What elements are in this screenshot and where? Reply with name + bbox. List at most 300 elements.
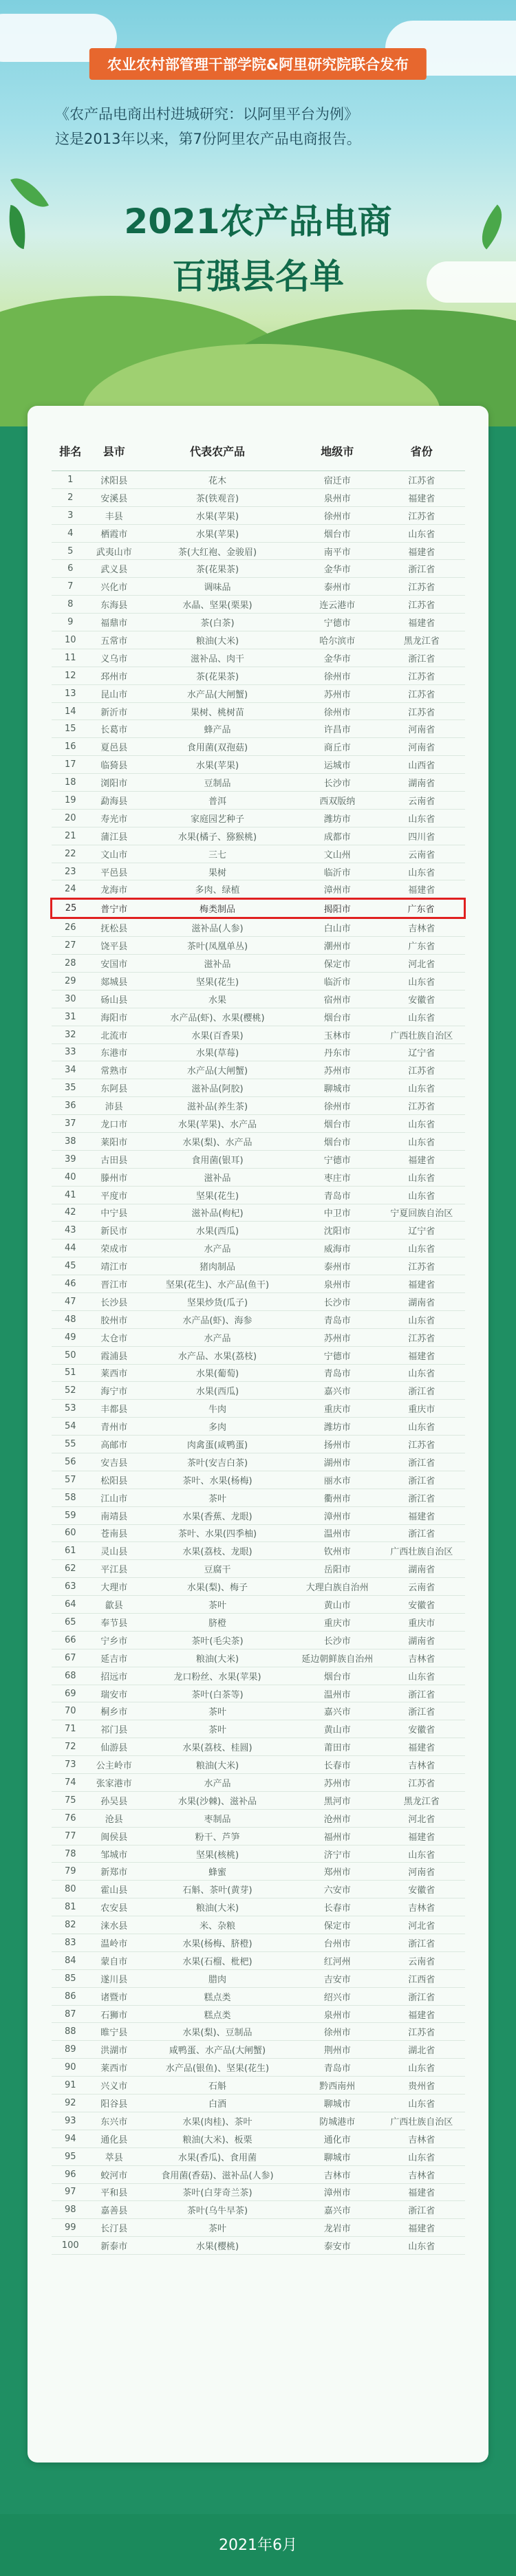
city-cell: 烟台市 [296, 1667, 378, 1685]
province-cell: 广东省 [378, 937, 464, 955]
city-cell: 荆州市 [296, 2041, 378, 2059]
table-row [52, 2077, 465, 2095]
city-cell: 苏州市 [296, 1774, 378, 1792]
county-cell: 阳谷县 [89, 2095, 139, 2112]
product-cell: 水果(葡萄) [139, 1364, 297, 1382]
city-cell: 成都市 [296, 827, 378, 845]
city-cell: 中卫市 [296, 1204, 378, 1222]
city-cell: 长春市 [296, 1756, 378, 1774]
rank-cell: 56 [52, 1453, 89, 1471]
table-row [52, 863, 465, 880]
county-cell: 勐海县 [89, 792, 139, 810]
province-cell: 重庆市 [378, 1614, 464, 1632]
table-row [52, 614, 465, 631]
product-cell: 水产品(大闸蟹) [139, 684, 297, 702]
city-cell: 泰州市 [296, 1257, 378, 1275]
rank-cell: 86 [52, 1987, 89, 2005]
county-cell: 歙县 [89, 1596, 139, 1614]
province-cell: 江苏省 [378, 578, 464, 596]
county-cell: 平和县 [89, 2183, 139, 2201]
county-cell: 新民市 [89, 1222, 139, 1240]
table-row [52, 720, 465, 738]
county-cell: 孙吴县 [89, 1791, 139, 1809]
rank-cell: 17 [52, 756, 89, 774]
province-cell: 山东省 [378, 1364, 464, 1382]
table-row [52, 2147, 465, 2165]
table-row [52, 827, 465, 845]
county-cell: 栖霞市 [89, 524, 139, 542]
city-cell: 泰安市 [296, 2237, 378, 2255]
rank-cell: 91 [52, 2077, 89, 2095]
province-cell: 浙江省 [378, 560, 464, 578]
county-cell: 东港市 [89, 1043, 139, 1061]
city-cell: 文山州 [296, 845, 378, 863]
county-cell: 抚松县 [89, 918, 139, 937]
table-row [52, 2112, 465, 2130]
product-cell: 水果(沙棘)、滋补品 [139, 1791, 297, 1809]
product-cell: 水果(西瓜) [139, 1382, 297, 1400]
county-cell: 东阿县 [89, 1079, 139, 1097]
county-cell: 寿光市 [89, 809, 139, 827]
county-cell: 中宁县 [89, 1204, 139, 1222]
city-cell: 徐州市 [296, 702, 378, 720]
table-row [52, 631, 465, 649]
column-header-product: 代表农产品 [139, 431, 297, 471]
city-cell: 岳阳市 [296, 1560, 378, 1578]
city-cell: 重庆市 [296, 1614, 378, 1632]
rank-cell: 57 [52, 1471, 89, 1489]
rank-cell: 30 [52, 990, 89, 1008]
city-cell: 烟台市 [296, 524, 378, 542]
county-cell: 萃县 [89, 2147, 139, 2165]
county-cell: 东兴市 [89, 2112, 139, 2130]
city-cell: 徐州市 [296, 506, 378, 524]
province-cell: 山东省 [378, 863, 464, 880]
province-cell: 湖南省 [378, 1560, 464, 1578]
table-row [52, 1614, 465, 1632]
rank-cell: 73 [52, 1756, 89, 1774]
rank-cell: 16 [52, 738, 89, 756]
province-cell: 山东省 [378, 1168, 464, 1186]
city-cell: 钦州市 [296, 1542, 378, 1560]
county-cell: 遂川县 [89, 1969, 139, 1987]
table-row [52, 1649, 465, 1667]
product-cell: 水果(苹果) [139, 506, 297, 524]
product-cell: 水果(苹果)、水产品 [139, 1115, 297, 1133]
product-cell: 水晶、坚果(栗果) [139, 596, 297, 614]
city-cell: 沧州市 [296, 1809, 378, 1827]
product-cell: 水果(香瓜)、食用菌 [139, 2147, 297, 2165]
table-row [52, 1471, 465, 1489]
city-cell: 重庆市 [296, 1400, 378, 1418]
province-cell: 福建省 [378, 614, 464, 631]
rank-cell: 3 [52, 506, 89, 524]
county-cell: 长汀县 [89, 2219, 139, 2237]
province-cell: 浙江省 [378, 1987, 464, 2005]
table-row [52, 1542, 465, 1560]
product-cell: 水果(杨梅、脐橙) [139, 1934, 297, 1952]
table-row [52, 1257, 465, 1275]
product-cell: 坚果(花生) [139, 1186, 297, 1204]
province-cell: 江苏省 [378, 1436, 464, 1453]
city-cell: 烟台市 [296, 1132, 378, 1150]
county-cell: 通化县 [89, 2130, 139, 2147]
city-cell: 漳州市 [296, 2183, 378, 2201]
rank-cell: 19 [52, 792, 89, 810]
county-cell: 安国市 [89, 955, 139, 973]
rank-cell: 92 [52, 2095, 89, 2112]
province-cell: 山东省 [378, 1115, 464, 1133]
product-cell: 白酒 [139, 2095, 297, 2112]
product-cell: 枣制品 [139, 1809, 297, 1827]
table-row [52, 1987, 465, 2005]
county-cell: 平度市 [89, 1186, 139, 1204]
city-cell: 扬州市 [296, 1436, 378, 1453]
county-cell: 莱西市 [89, 1364, 139, 1382]
product-cell: 茶叶、水果(四季柚) [139, 1524, 297, 1542]
rank-cell: 46 [52, 1275, 89, 1293]
province-cell: 山东省 [378, 2237, 464, 2255]
county-cell: 蒲江县 [89, 827, 139, 845]
table-row [52, 684, 465, 702]
province-cell: 云南省 [378, 1578, 464, 1596]
rank-cell: 80 [52, 1881, 89, 1898]
province-cell: 河北省 [378, 955, 464, 973]
city-cell: 玉林市 [296, 1026, 378, 1043]
product-cell: 茶(铁观音) [139, 488, 297, 506]
product-cell: 滋补品 [139, 955, 297, 973]
county-cell: 普宁市 [89, 899, 139, 918]
rank-cell: 65 [52, 1614, 89, 1632]
province-cell: 山东省 [378, 2095, 464, 2112]
county-cell: 邹城市 [89, 1845, 139, 1863]
product-cell: 茶叶(安吉白茶) [139, 1453, 297, 1471]
province-cell: 浙江省 [378, 2201, 464, 2219]
table-row [52, 471, 465, 489]
table-row [52, 937, 465, 955]
rank-cell: 33 [52, 1043, 89, 1061]
rank-cell: 89 [52, 2041, 89, 2059]
product-cell: 滋补品(人参) [139, 918, 297, 937]
county-cell: 高邮市 [89, 1436, 139, 1453]
province-cell: 浙江省 [378, 1702, 464, 1720]
product-cell: 茶叶(凤凰单丛) [139, 937, 297, 955]
rank-cell: 59 [52, 1506, 89, 1524]
province-cell: 河北省 [378, 1916, 464, 1934]
table-row [52, 1418, 465, 1436]
county-cell: 安溪县 [89, 488, 139, 506]
county-cell: 洪湖市 [89, 2041, 139, 2059]
city-cell: 青岛市 [296, 1310, 378, 1328]
city-cell: 漳州市 [296, 880, 378, 899]
ranking-table [50, 431, 466, 2255]
county-cell: 饶平县 [89, 937, 139, 955]
province-cell: 山东省 [378, 1310, 464, 1328]
product-cell: 水产品 [139, 1328, 297, 1346]
city-cell: 枣庄市 [296, 1168, 378, 1186]
city-cell: 龙岩市 [296, 2219, 378, 2237]
county-cell: 青州市 [89, 1418, 139, 1436]
table-row [52, 702, 465, 720]
table-row [52, 1346, 465, 1364]
county-cell: 温岭市 [89, 1934, 139, 1952]
rank-cell: 52 [52, 1382, 89, 1400]
city-cell: 温州市 [296, 1685, 378, 1702]
table-row [52, 845, 465, 863]
rank-cell: 53 [52, 1400, 89, 1418]
county-cell: 海阳市 [89, 1008, 139, 1026]
rank-cell: 41 [52, 1186, 89, 1204]
rank-cell: 76 [52, 1809, 89, 1827]
rank-cell: 44 [52, 1240, 89, 1257]
table-row [52, 1845, 465, 1863]
product-cell: 茶叶(白芽奇兰茶) [139, 2183, 297, 2201]
city-cell: 许昌市 [296, 720, 378, 738]
rank-cell: 60 [52, 1524, 89, 1542]
city-cell: 丽水市 [296, 1471, 378, 1489]
province-cell: 山东省 [378, 2059, 464, 2077]
province-cell: 山东省 [378, 972, 464, 990]
product-cell: 豆腐干 [139, 1560, 297, 1578]
province-cell: 广西壮族自治区 [378, 2112, 464, 2130]
province-cell: 吉林省 [378, 1898, 464, 1916]
city-cell: 宁德市 [296, 1346, 378, 1364]
rank-cell: 69 [52, 1685, 89, 1702]
rank-cell: 28 [52, 955, 89, 973]
rank-cell: 42 [52, 1204, 89, 1222]
province-cell: 山东省 [378, 1008, 464, 1026]
city-cell: 红河州 [296, 1951, 378, 1969]
county-cell: 荣成市 [89, 1240, 139, 1257]
rank-cell: 18 [52, 774, 89, 792]
product-cell: 猪肉制品 [139, 1257, 297, 1275]
city-cell: 临沂市 [296, 863, 378, 880]
intro-line: 《农产品电商出村进城研究：以阿里平台为例》 [55, 106, 358, 122]
county-cell: 涞水县 [89, 1916, 139, 1934]
product-cell: 水产品、水果(荔枝) [139, 1346, 297, 1364]
province-cell: 山东省 [378, 524, 464, 542]
product-cell: 水果(梨)、水产品 [139, 1132, 297, 1150]
table-header-row [52, 431, 465, 471]
rank-cell: 37 [52, 1115, 89, 1133]
city-cell: 黄山市 [296, 1720, 378, 1738]
province-cell: 江苏省 [378, 684, 464, 702]
city-cell: 泰州市 [296, 578, 378, 596]
product-cell: 坚果(核桃) [139, 1845, 297, 1863]
city-cell: 聊城市 [296, 2147, 378, 2165]
rank-cell: 14 [52, 702, 89, 720]
city-cell: 宁德市 [296, 1150, 378, 1168]
table-row [52, 2165, 465, 2183]
rank-cell: 35 [52, 1079, 89, 1097]
rank-cell: 97 [52, 2183, 89, 2201]
column-header-rank: 排名 [52, 431, 89, 471]
table-row [52, 1827, 465, 1845]
city-cell: 金华市 [296, 560, 378, 578]
product-cell: 粮油(大米) [139, 1649, 297, 1667]
province-cell: 吉林省 [378, 918, 464, 937]
table-row [52, 1916, 465, 1934]
province-cell: 贵州省 [378, 2077, 464, 2095]
table-row [52, 1524, 465, 1542]
city-cell: 黑河市 [296, 1791, 378, 1809]
product-cell: 石斛 [139, 2077, 297, 2095]
product-cell: 茶叶(毛尖茶) [139, 1631, 297, 1649]
county-cell: 公主岭市 [89, 1756, 139, 1774]
city-cell: 潍坊市 [296, 809, 378, 827]
province-cell: 江苏省 [378, 1061, 464, 1079]
county-cell: 沛县 [89, 1097, 139, 1115]
table-row [52, 1453, 465, 1471]
table-row [52, 506, 465, 524]
province-cell: 河南省 [378, 738, 464, 756]
product-cell: 水果(苹果) [139, 756, 297, 774]
rank-cell: 84 [52, 1951, 89, 1969]
city-cell: 连云港市 [296, 596, 378, 614]
city-cell: 郑州市 [296, 1863, 378, 1881]
footer-date: 2021年6月 [219, 2537, 297, 2554]
county-cell: 长沙县 [89, 1292, 139, 1310]
rank-cell: 85 [52, 1969, 89, 1987]
city-cell: 防城港市 [296, 2112, 378, 2130]
county-cell: 仙游县 [89, 1738, 139, 1756]
page-subtitle: 百强县名单 [172, 257, 344, 296]
rank-cell: 38 [52, 1132, 89, 1150]
product-cell: 家庭园艺种子 [139, 809, 297, 827]
county-cell: 闽侯县 [89, 1827, 139, 1845]
table-row [52, 1951, 465, 1969]
province-cell: 福建省 [378, 488, 464, 506]
city-cell: 聊城市 [296, 2095, 378, 2112]
city-cell: 大理白族自治州 [296, 1578, 378, 1596]
table-row [52, 1578, 465, 1596]
county-cell: 郯城县 [89, 972, 139, 990]
product-cell: 粉干、芦笋 [139, 1827, 297, 1845]
county-cell: 昆山市 [89, 684, 139, 702]
rank-cell: 68 [52, 1667, 89, 1685]
rank-cell: 13 [52, 684, 89, 702]
city-cell: 衢州市 [296, 1489, 378, 1506]
county-cell: 太仓市 [89, 1328, 139, 1346]
table-row [52, 542, 465, 560]
rank-cell: 48 [52, 1310, 89, 1328]
county-cell: 霞浦县 [89, 1346, 139, 1364]
table-row [52, 1364, 465, 1382]
product-cell: 多肉 [139, 1418, 297, 1436]
county-cell: 苍南县 [89, 1524, 139, 1542]
county-cell: 东海县 [89, 596, 139, 614]
rank-cell: 21 [52, 827, 89, 845]
county-cell: 莱阳市 [89, 1132, 139, 1150]
province-cell: 浙江省 [378, 1382, 464, 1400]
city-cell: 苏州市 [296, 1061, 378, 1079]
city-cell: 宿州市 [296, 990, 378, 1008]
city-cell: 黔西南州 [296, 2077, 378, 2095]
county-cell: 武义县 [89, 560, 139, 578]
table-row [52, 1934, 465, 1952]
rank-cell: 11 [52, 649, 89, 667]
product-cell: 蜂蜜 [139, 1863, 297, 1881]
province-cell: 河南省 [378, 1863, 464, 1881]
county-cell: 新郑市 [89, 1863, 139, 1881]
province-cell: 辽宁省 [378, 1043, 464, 1061]
province-cell: 浙江省 [378, 1934, 464, 1952]
province-cell: 浙江省 [378, 1471, 464, 1489]
province-cell: 吉林省 [378, 2165, 464, 2183]
rank-cell: 1 [52, 471, 89, 489]
county-cell: 桐乡市 [89, 1702, 139, 1720]
city-cell: 青岛市 [296, 1364, 378, 1382]
product-cell: 水产品(虾)、水果(樱桃) [139, 1008, 297, 1026]
table-row [52, 1720, 465, 1738]
rank-cell: 32 [52, 1026, 89, 1043]
county-cell: 龙海市 [89, 880, 139, 899]
city-cell: 西双版纳 [296, 792, 378, 810]
county-cell: 文山市 [89, 845, 139, 863]
rank-cell: 78 [52, 1845, 89, 1863]
rank-cell: 81 [52, 1898, 89, 1916]
product-cell: 花木 [139, 471, 297, 489]
county-cell: 新泰市 [89, 2237, 139, 2255]
city-cell: 嘉兴市 [296, 1702, 378, 1720]
county-cell: 蛟河市 [89, 2165, 139, 2183]
county-cell: 灵山县 [89, 1542, 139, 1560]
table-row [52, 899, 465, 918]
county-cell: 诸暨市 [89, 1987, 139, 2005]
product-cell: 糕点类 [139, 2005, 297, 2023]
rank-cell: 22 [52, 845, 89, 863]
rank-cell: 31 [52, 1008, 89, 1026]
table-row [52, 1756, 465, 1774]
table-row [52, 578, 465, 596]
county-cell: 平邑县 [89, 863, 139, 880]
province-cell: 江西省 [378, 1969, 464, 1987]
product-cell: 水产品(大闸蟹) [139, 1061, 297, 1079]
rank-cell: 54 [52, 1418, 89, 1436]
province-cell: 重庆市 [378, 1400, 464, 1418]
rank-cell: 94 [52, 2130, 89, 2147]
product-cell: 多肉、绿植 [139, 880, 297, 899]
city-cell: 保定市 [296, 1916, 378, 1934]
table-row [52, 2095, 465, 2112]
city-cell: 延边朝鲜族自治州 [296, 1649, 378, 1667]
rank-cell: 10 [52, 631, 89, 649]
city-cell: 白山市 [296, 918, 378, 937]
rank-cell: 50 [52, 1346, 89, 1364]
table-row [52, 1702, 465, 1720]
product-cell: 水果(荔枝、龙眼) [139, 1542, 297, 1560]
table-row [52, 1898, 465, 1916]
county-cell: 农安县 [89, 1898, 139, 1916]
product-cell: 水果(樱桃) [139, 2237, 297, 2255]
table-row [52, 1186, 465, 1204]
rank-cell: 75 [52, 1791, 89, 1809]
rank-cell: 45 [52, 1257, 89, 1275]
product-cell: 蜂产品 [139, 720, 297, 738]
county-cell: 兴义市 [89, 2077, 139, 2095]
province-cell: 江苏省 [378, 1774, 464, 1792]
product-cell: 坚果(花生) [139, 972, 297, 990]
county-cell: 五常市 [89, 631, 139, 649]
product-cell: 水果(梨)、梅子 [139, 1578, 297, 1596]
province-cell: 河北省 [378, 1809, 464, 1827]
product-cell: 咸鸭蛋、水产品(大闸蟹) [139, 2041, 297, 2059]
product-cell: 茶叶 [139, 1720, 297, 1738]
product-cell: 食用菌(香菇)、滋补品(人参) [139, 2165, 297, 2183]
county-cell: 张家港市 [89, 1774, 139, 1792]
table-row [52, 1328, 465, 1346]
province-cell: 吉林省 [378, 1756, 464, 1774]
